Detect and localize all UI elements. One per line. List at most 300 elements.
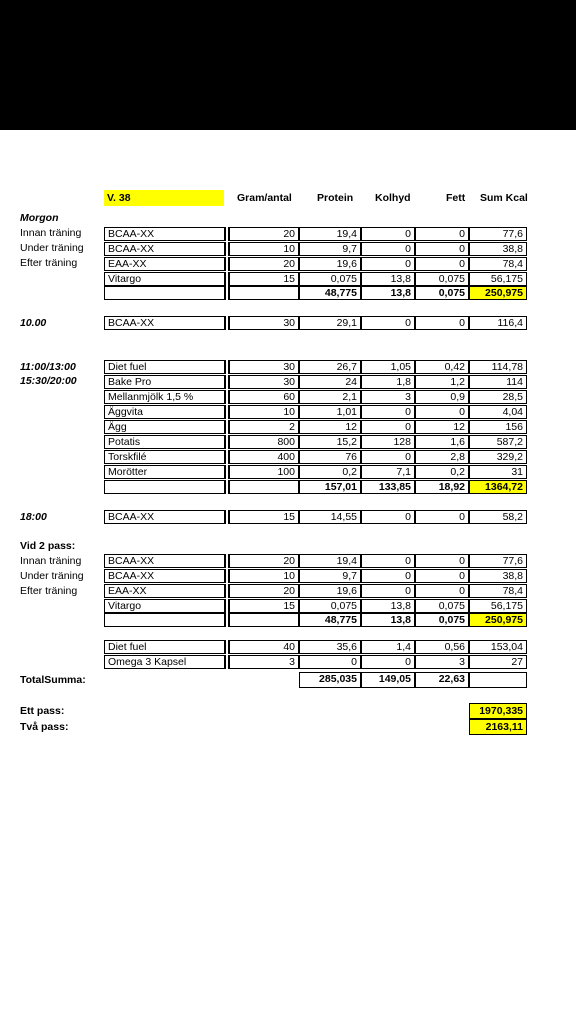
label-innan-1: Innan träning — [20, 227, 82, 239]
table-cell-protein — [299, 584, 361, 598]
cell-value-name: Morötter — [108, 466, 148, 478]
table-cell-kolhyd — [361, 672, 415, 688]
cell-value-protein: 24 — [345, 376, 357, 388]
table-cell-name — [104, 257, 225, 271]
cell-value-kolhyd: 0 — [405, 243, 411, 255]
cell-value-gram: 30 — [283, 376, 295, 388]
cell-value-protein: 0 — [351, 656, 357, 668]
table-cell-kcal — [469, 599, 527, 613]
cell-value-kolhyd: 1,05 — [390, 361, 411, 373]
table-cell-name — [104, 360, 225, 374]
cell-value-name: Ägg — [108, 421, 127, 433]
table-cell-kolhyd — [361, 480, 415, 494]
cell-value-gram: 20 — [283, 555, 295, 567]
table-cell-kcal — [469, 286, 527, 300]
cell-value-kolhyd: 1,4 — [396, 641, 411, 653]
cell-value-kcal: 58,2 — [502, 511, 523, 523]
cell-value-protein: 9,7 — [342, 570, 357, 582]
cell-value-kolhyd: 13,8 — [390, 287, 411, 299]
cell-value-fett: 0,075 — [438, 273, 465, 285]
table-cell-kolhyd — [361, 375, 415, 389]
table-cell-protein — [299, 405, 361, 419]
table-cell-name — [104, 613, 225, 627]
table-cell-gram — [229, 510, 299, 524]
table-cell-fett — [415, 420, 469, 434]
table-cell-name — [104, 242, 225, 256]
table-cell-gram — [229, 316, 299, 330]
table-cell-name — [104, 272, 225, 286]
table-cell-gram — [229, 554, 299, 568]
label-innan-2: Innan träning — [20, 555, 82, 567]
table-cell-protein — [299, 655, 361, 669]
table-cell-fett — [415, 227, 469, 241]
cell-value-kcal: 153,04 — [490, 641, 523, 653]
table-cell-fett — [415, 375, 469, 389]
cell-value-fett: 18,92 — [438, 481, 465, 493]
cell-value-kcal: 114 — [506, 376, 523, 388]
table-cell-name — [104, 450, 225, 464]
table-cell-fett — [415, 316, 469, 330]
cell-value-name: Bake Pro — [108, 376, 152, 388]
table-cell-kcal — [469, 672, 527, 688]
label-under-1: Under träning — [20, 242, 84, 254]
cell-value-protein: 35,6 — [336, 641, 357, 653]
table-cell-gram — [229, 450, 299, 464]
cell-value-fett: 0 — [459, 570, 465, 582]
table-cell-kolhyd — [361, 599, 415, 613]
cell-value-fett: 0 — [459, 228, 465, 240]
table-cell-name — [104, 655, 225, 669]
cell-value-kcal: 4,04 — [502, 406, 523, 418]
cell-value-fett: 0,075 — [438, 614, 465, 626]
cell-value-fett: 0,075 — [438, 287, 465, 299]
cell-value-kcal: 1364,72 — [485, 481, 523, 493]
table-cell-kolhyd — [361, 655, 415, 669]
cell-value-gram: 10 — [283, 570, 295, 582]
table-cell-protein — [299, 242, 361, 256]
cell-value-protein: 0,075 — [330, 273, 357, 285]
cell-value-kcal: 28,5 — [502, 391, 523, 403]
table-cell-gram — [229, 465, 299, 479]
double-divider — [225, 390, 229, 404]
cell-value-name: Omega 3 Kapsel — [108, 656, 187, 668]
cell-value-kolhyd: 0 — [405, 258, 411, 270]
table-cell-name — [104, 405, 225, 419]
cell-value-name: BCAA-XX — [108, 243, 155, 255]
double-divider — [225, 480, 229, 494]
cell-value-name: Torskfilé — [108, 451, 147, 463]
cell-value-kcal: 56,175 — [490, 273, 523, 285]
cell-value-gram: 30 — [283, 361, 295, 373]
table-cell-fett — [415, 272, 469, 286]
table-cell-name — [104, 584, 225, 598]
cell-value-fett: 0 — [459, 585, 465, 597]
top-black-bar — [0, 0, 576, 130]
cell-value-protein: 157,01 — [324, 481, 357, 493]
table-cell-kcal — [469, 435, 527, 449]
table-cell-protein — [299, 672, 361, 688]
tva-pass-value: 2163,11 — [485, 721, 523, 733]
table-cell-gram — [229, 257, 299, 271]
cell-value-kolhyd: 3 — [405, 391, 411, 403]
cell-value-kolhyd: 0 — [405, 228, 411, 240]
cell-value-gram: 15 — [283, 273, 295, 285]
cell-value-name: BCAA-XX — [108, 228, 155, 240]
cell-value-kcal: 78,4 — [502, 258, 523, 270]
cell-value-name: Diet fuel — [108, 361, 147, 373]
cell-value-protein: 9,7 — [342, 243, 357, 255]
cell-value-name: BCAA-XX — [108, 570, 155, 582]
cell-value-kolhyd: 0 — [405, 656, 411, 668]
table-cell-kolhyd — [361, 554, 415, 568]
cell-value-kolhyd: 0 — [405, 421, 411, 433]
cell-value-kolhyd: 1,8 — [396, 376, 411, 388]
table-cell-fett — [415, 672, 469, 688]
cell-value-gram: 15 — [283, 511, 295, 523]
label-totalsumma: TotalSumma: — [20, 674, 86, 686]
table-cell-name — [104, 390, 225, 404]
table-cell-kolhyd — [361, 405, 415, 419]
cell-value-kcal: 250,975 — [485, 614, 523, 626]
table-cell-kolhyd — [361, 435, 415, 449]
cell-value-protein: 1,01 — [336, 406, 357, 418]
table-cell-kcal — [469, 390, 527, 404]
cell-value-fett: 0 — [459, 511, 465, 523]
table-cell-kcal — [469, 480, 527, 494]
cell-value-kcal: 31 — [511, 466, 523, 478]
table-cell-fett — [415, 569, 469, 583]
cell-value-name: BCAA-XX — [108, 317, 155, 329]
cell-value-kolhyd: 0 — [405, 511, 411, 523]
double-divider — [225, 257, 229, 271]
table-cell-protein — [299, 613, 361, 627]
cell-value-protein: 48,775 — [324, 287, 357, 299]
table-cell-fett — [415, 613, 469, 627]
cell-value-name: BCAA-XX — [108, 555, 155, 567]
table-cell-fett — [415, 655, 469, 669]
double-divider — [225, 655, 229, 669]
table-cell-protein — [299, 420, 361, 434]
table-cell-kcal — [469, 316, 527, 330]
double-divider — [225, 360, 229, 374]
section-1100: 11:00/13:00 — [20, 361, 76, 373]
cell-value-kolhyd: 7,1 — [396, 466, 411, 478]
cell-value-name: EAA-XX — [108, 258, 147, 270]
table-cell-kolhyd — [361, 569, 415, 583]
cell-value-fett: 0,2 — [450, 466, 465, 478]
table-cell-fett — [415, 360, 469, 374]
ett-pass-value: 1970,335 — [479, 705, 523, 717]
table-cell-gram — [229, 227, 299, 241]
cell-value-gram: 60 — [283, 391, 295, 403]
double-divider — [225, 272, 229, 286]
table-cell-kolhyd — [361, 613, 415, 627]
double-divider — [225, 375, 229, 389]
col-header-protein: Protein — [317, 192, 354, 204]
table-cell-gram — [229, 599, 299, 613]
cell-value-fett: 0 — [459, 555, 465, 567]
table-cell-kolhyd — [361, 584, 415, 598]
cell-value-fett: 0 — [459, 317, 465, 329]
ett-pass-cell — [469, 703, 527, 719]
table-cell-name — [104, 465, 225, 479]
table-cell-fett — [415, 286, 469, 300]
cell-value-kolhyd: 13,8 — [390, 600, 411, 612]
section-1800: 18:00 — [20, 511, 47, 523]
col-header-fett: Fett — [446, 192, 466, 204]
label-efter-2: Efter träning — [20, 585, 78, 597]
table-cell-kcal — [469, 272, 527, 286]
cell-value-name: EAA-XX — [108, 585, 147, 597]
cell-value-fett: 1,2 — [450, 376, 465, 388]
tva-pass-cell — [469, 719, 527, 735]
cell-value-protein: 2,1 — [342, 391, 357, 403]
table-cell-kcal — [469, 227, 527, 241]
table-cell-name — [104, 435, 225, 449]
table-cell-gram — [229, 242, 299, 256]
table-cell-kcal — [469, 375, 527, 389]
table-cell-gram — [229, 480, 299, 494]
section-morgon: Morgon — [20, 212, 59, 224]
table-cell-name — [104, 510, 225, 524]
cell-value-gram: 100 — [277, 466, 295, 478]
cell-value-protein: 15,2 — [336, 436, 357, 448]
cell-value-name: Diet fuel — [108, 641, 147, 653]
cell-value-gram: 30 — [283, 317, 295, 329]
cell-value-gram: 20 — [283, 258, 295, 270]
table-cell-protein — [299, 272, 361, 286]
table-cell-gram — [229, 360, 299, 374]
cell-value-kcal: 329,2 — [496, 451, 523, 463]
cell-value-gram: 40 — [283, 641, 295, 653]
double-divider — [225, 405, 229, 419]
cell-value-protein: 14,55 — [330, 511, 357, 523]
table-cell-kolhyd — [361, 420, 415, 434]
table-cell-gram — [229, 569, 299, 583]
double-divider — [225, 420, 229, 434]
cell-value-name: BCAA-XX — [108, 511, 155, 523]
label-under-2: Under träning — [20, 570, 84, 582]
table-cell-kcal — [469, 584, 527, 598]
table-cell-protein — [299, 435, 361, 449]
cell-value-kcal: 77,6 — [502, 228, 523, 240]
double-divider — [225, 613, 229, 627]
cell-value-protein: 0,075 — [330, 600, 357, 612]
table-cell-gram — [229, 655, 299, 669]
table-cell-kolhyd — [361, 242, 415, 256]
cell-value-kcal: 56,175 — [490, 600, 523, 612]
table-cell-protein — [299, 599, 361, 613]
table-cell-gram — [229, 272, 299, 286]
table-cell-gram — [229, 375, 299, 389]
cell-value-fett: 2,8 — [450, 451, 465, 463]
table-cell-name — [104, 599, 225, 613]
table-cell-gram — [229, 420, 299, 434]
cell-value-protein: 19,4 — [336, 228, 357, 240]
cell-value-kolhyd: 0 — [405, 570, 411, 582]
double-divider — [225, 569, 229, 583]
section-1000: 10.00 — [20, 317, 47, 329]
table-cell-kolhyd — [361, 360, 415, 374]
section-vid2: Vid 2 pass: — [20, 540, 76, 552]
table-cell-fett — [415, 584, 469, 598]
table-cell-kcal — [469, 510, 527, 524]
table-cell-kcal — [469, 655, 527, 669]
table-cell-kolhyd — [361, 227, 415, 241]
cell-value-fett: 0 — [459, 258, 465, 270]
table-cell-kcal — [469, 420, 527, 434]
double-divider — [225, 286, 229, 300]
cell-value-kcal: 27 — [511, 656, 523, 668]
cell-value-fett: 22,63 — [438, 673, 465, 685]
cell-value-kcal: 116,4 — [497, 317, 523, 329]
table-cell-fett — [415, 480, 469, 494]
cell-value-kolhyd: 13,8 — [390, 614, 411, 626]
table-cell-protein — [299, 227, 361, 241]
table-cell-fett — [415, 242, 469, 256]
table-cell-protein — [299, 286, 361, 300]
col-header-kolhyd: Kolhyd — [375, 192, 411, 204]
double-divider — [225, 599, 229, 613]
table-cell-kolhyd — [361, 640, 415, 654]
table-cell-name — [104, 480, 225, 494]
table-cell-kcal — [469, 640, 527, 654]
week-label: V. 38 — [107, 192, 131, 204]
double-divider — [225, 554, 229, 568]
table-cell-kolhyd — [361, 316, 415, 330]
cell-value-kcal: 156 — [505, 421, 523, 433]
table-cell-protein — [299, 316, 361, 330]
double-divider — [225, 227, 229, 241]
col-header-kcal: Sum Kcal — [480, 192, 528, 204]
cell-value-kcal: 78,4 — [502, 585, 523, 597]
cell-value-protein: 48,775 — [324, 614, 357, 626]
table-cell-name — [104, 640, 225, 654]
section-1530: 15:30/20:00 — [20, 375, 77, 387]
table-cell-kcal — [469, 450, 527, 464]
label-ett-pass: Ett pass: — [20, 705, 65, 717]
cell-value-kcal: 250,975 — [485, 287, 523, 299]
cell-value-gram: 800 — [277, 436, 295, 448]
table-cell-gram — [229, 286, 299, 300]
table-cell-kolhyd — [361, 510, 415, 524]
table-cell-kolhyd — [361, 257, 415, 271]
table-cell-gram — [229, 672, 299, 688]
cell-value-protein: 29,1 — [336, 317, 357, 329]
label-efter-1: Efter träning — [20, 257, 78, 269]
table-cell-gram — [229, 405, 299, 419]
cell-value-kolhyd: 133,85 — [378, 481, 411, 493]
table-cell-gram — [229, 390, 299, 404]
table-cell-kolhyd — [361, 450, 415, 464]
table-cell-kcal — [469, 360, 527, 374]
double-divider — [225, 435, 229, 449]
cell-value-kolhyd: 0 — [405, 585, 411, 597]
cell-value-kcal: 77,6 — [502, 555, 523, 567]
table-cell-fett — [415, 390, 469, 404]
table-cell-kcal — [469, 405, 527, 419]
table-cell-fett — [415, 450, 469, 464]
cell-value-gram: 20 — [283, 585, 295, 597]
table-cell-kolhyd — [361, 286, 415, 300]
cell-value-protein: 12 — [345, 421, 357, 433]
table-cell-protein — [299, 554, 361, 568]
col-header-gram: Gram/antal — [237, 192, 292, 204]
table-cell-fett — [415, 510, 469, 524]
table-cell-fett — [415, 405, 469, 419]
table-cell-gram — [229, 640, 299, 654]
double-divider — [225, 316, 229, 330]
cell-value-kolhyd: 0 — [405, 406, 411, 418]
cell-value-fett: 0 — [459, 243, 465, 255]
cell-value-fett: 0,42 — [444, 361, 465, 373]
cell-value-gram: 10 — [283, 406, 295, 418]
cell-value-fett: 3 — [459, 656, 465, 668]
label-tva-pass: Två pass: — [20, 721, 69, 733]
cell-value-gram: 400 — [277, 451, 295, 463]
cell-value-fett: 0 — [459, 406, 465, 418]
cell-value-name: Vitargo — [108, 273, 142, 285]
double-divider — [225, 465, 229, 479]
table-cell-name — [104, 286, 225, 300]
cell-value-kcal: 38,8 — [502, 570, 523, 582]
cell-value-kolhyd: 0 — [405, 451, 411, 463]
table-cell-kolhyd — [361, 390, 415, 404]
table-cell-kcal — [469, 554, 527, 568]
table-cell-gram — [229, 584, 299, 598]
table-cell-protein — [299, 450, 361, 464]
cell-value-kcal: 587,2 — [496, 436, 523, 448]
table-cell-protein — [299, 257, 361, 271]
cell-value-gram: 15 — [283, 600, 295, 612]
table-cell-name — [104, 227, 225, 241]
cell-value-protein: 76 — [345, 451, 357, 463]
table-cell-kolhyd — [361, 465, 415, 479]
table-cell-name — [104, 554, 225, 568]
cell-value-kolhyd: 128 — [393, 436, 411, 448]
table-cell-name — [104, 316, 225, 330]
double-divider — [225, 640, 229, 654]
cell-value-kolhyd: 149,05 — [378, 673, 411, 685]
table-cell-protein — [299, 640, 361, 654]
cell-value-protein: 285,035 — [319, 673, 357, 685]
table-cell-protein — [299, 360, 361, 374]
table-cell-protein — [299, 465, 361, 479]
table-cell-fett — [415, 640, 469, 654]
cell-value-fett: 12 — [453, 421, 465, 433]
cell-value-fett: 0,56 — [444, 641, 465, 653]
cell-value-protein: 19,4 — [336, 555, 357, 567]
cell-value-kcal: 114,78 — [491, 361, 523, 373]
cell-value-protein: 0,2 — [342, 466, 357, 478]
table-cell-protein — [299, 390, 361, 404]
cell-value-name: Mellanmjölk 1,5 % — [108, 391, 194, 403]
cell-value-fett: 0,075 — [438, 600, 465, 612]
table-cell-gram — [229, 435, 299, 449]
double-divider — [225, 242, 229, 256]
table-cell-protein — [299, 375, 361, 389]
table-cell-kcal — [469, 613, 527, 627]
table-cell-name — [104, 375, 225, 389]
cell-value-kolhyd: 0 — [405, 317, 411, 329]
table-cell-fett — [415, 465, 469, 479]
cell-value-gram: 2 — [289, 421, 295, 433]
cell-value-gram: 10 — [283, 243, 295, 255]
table-cell-name — [104, 420, 225, 434]
table-cell-fett — [415, 257, 469, 271]
cell-value-fett: 1,6 — [450, 436, 465, 448]
cell-value-protein: 19,6 — [336, 585, 357, 597]
